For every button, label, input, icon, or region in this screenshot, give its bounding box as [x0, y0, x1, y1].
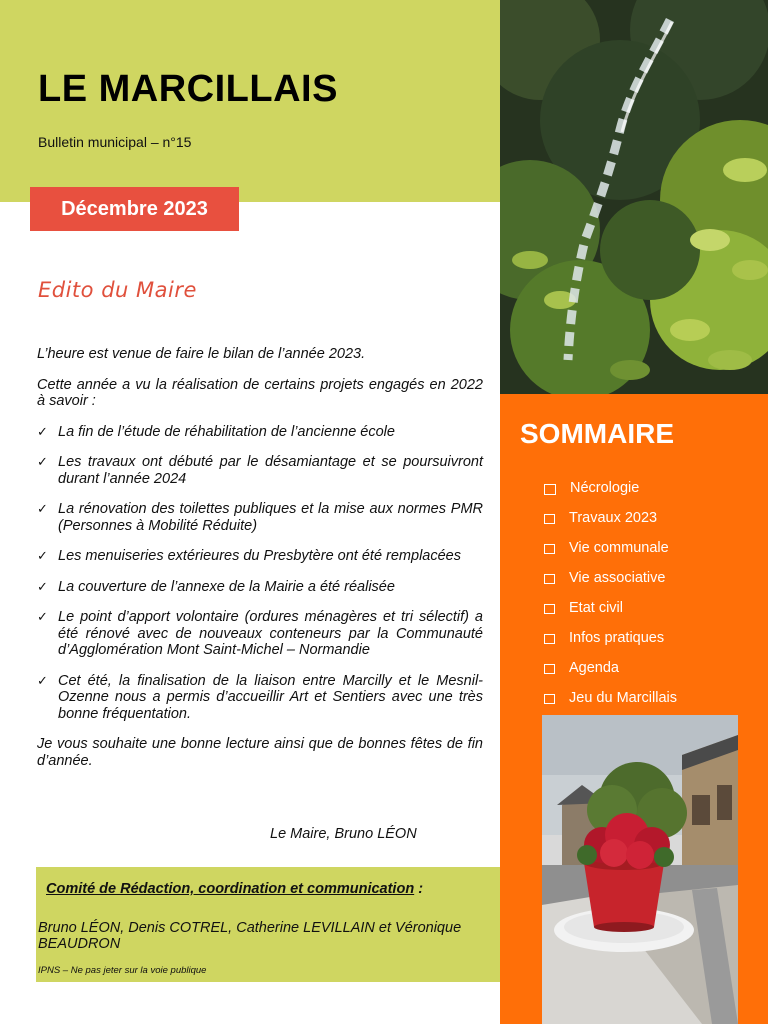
list-item: ✓ Les travaux ont débuté par le désamiantage et se poursuivront durant l’année 2024 [37, 454, 483, 487]
checkmark-icon: ✓ [37, 672, 48, 688]
checkbox-icon [544, 544, 555, 554]
ipns-notice: IPNS – Ne pas jeter sur la voie publique [38, 965, 207, 976]
planter-photo [542, 715, 738, 1024]
sommaire-item[interactable]: Nécrologie [544, 480, 677, 510]
list-item: ✓ La rénovation des toilettes publiques et la mise aux normes PMR (Personnes à Mobilité Réduite) [37, 501, 483, 534]
checkbox-icon [544, 604, 555, 614]
sommaire-title: SOMMAIRE [520, 418, 674, 449]
list-item: ✓ Les menuiseries extérieures du Presbytère ont été remplacées [37, 548, 461, 564]
checkmark-icon: ✓ [37, 548, 48, 563]
list-item: ✓ Le point d’apport volontaire (ordures ménagères et tri sélectif) a été rénové avec de nouveaux conteneurs par la Communauté d’Agglomération Mont Saint-Michel – Normandie [37, 609, 483, 658]
sommaire-item[interactable]: Agenda [544, 660, 677, 690]
edito-list [37, 424, 483, 723]
sommaire-item[interactable]: Etat civil [544, 600, 677, 630]
sommaire-item[interactable]: Infos pratiques [544, 630, 677, 660]
list-item: ✓ Cet été, la finalisation de la liaison entre Marcilly et le Mesnil-Ozenne nous a permis d’accueillir Art et Sentiers avec une très bonne fréquentation. [37, 672, 483, 722]
edito-title: Edito du Maire [38, 278, 197, 302]
checkbox-icon [544, 664, 555, 674]
sommaire-item[interactable]: Jeu du Marcillais [544, 690, 677, 720]
edito-closing: Je vous souhaite une bonne lecture ainsi que de bonnes fêtes de fin d’année. [37, 736, 483, 769]
sommaire-item[interactable]: Vie communale [544, 540, 677, 570]
checkbox-icon [544, 574, 555, 584]
bulletin-subtitle: Bulletin municipal – n°15 [38, 134, 192, 150]
sommaire-list [544, 480, 677, 720]
page-title: LE MARCILLAIS [38, 68, 338, 110]
list-item: ✓ La couverture de l’annexe de la Mairie a été réalisée [37, 578, 395, 595]
edito-intro: L’heure est venue de faire le bilan de l’année 2023. [37, 346, 366, 362]
edito-body [37, 346, 483, 783]
checkmark-icon: ✓ [37, 501, 48, 516]
checkmark-icon: ✓ [37, 454, 48, 469]
checkbox-icon [544, 484, 556, 495]
foliage-photo [500, 0, 768, 394]
foliage-illustration [500, 0, 768, 394]
signature: Le Maire, Bruno LÉON [270, 826, 417, 842]
checkbox-icon [544, 694, 555, 704]
committee-title: Comité de Rédaction, coordination et communication : [46, 881, 424, 897]
committee-names: Bruno LÉON, Denis COTREL, Catherine LEVILLAIN et Véronique BEAUDRON [38, 920, 462, 952]
checkbox-icon [544, 634, 555, 644]
planter-illustration [542, 715, 738, 1024]
date-badge: Décembre 2023 [30, 187, 239, 231]
sommaire-item[interactable]: Travaux 2023 [544, 510, 677, 540]
checkmark-icon: ✓ [37, 578, 48, 594]
checkmark-icon: ✓ [37, 423, 48, 439]
checkbox-icon [544, 514, 555, 524]
list-item: ✓ La fin de l’étude de réhabilitation de l’ancienne école [37, 423, 395, 440]
edito-lead: Cette année a vu la réalisation de certains projets engagés en 2022 à savoir : [37, 376, 483, 409]
checkmark-icon: ✓ [37, 609, 48, 624]
sommaire-item[interactable]: Vie associative [544, 570, 677, 600]
